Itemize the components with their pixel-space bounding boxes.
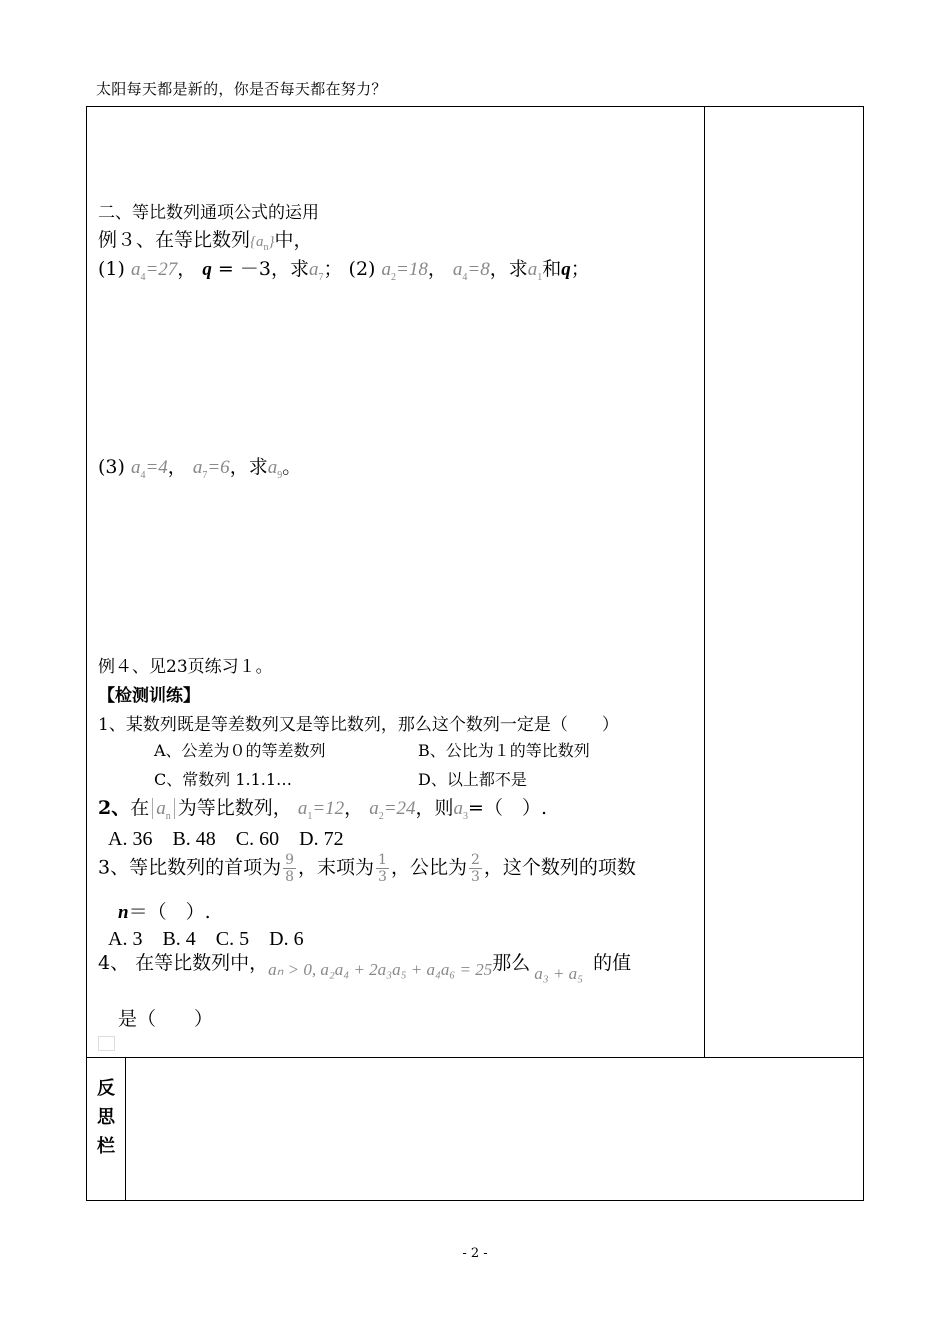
example4: 例４、见23页练习１。 <box>98 657 273 677</box>
q2-stem: 2、在 $a_n$ 为等比数列， $a_1=12$， $a_2=24$，则$a_3=$（ ）. <box>98 797 548 822</box>
page-number: - 2 - <box>462 1246 488 1261</box>
fraction-ratio: $\frac{2}{3}$ <box>470 852 480 885</box>
q3-options: A. 3 B. 4 C. 5 D. 6 <box>108 928 304 950</box>
section-title: 二、等比数列通项公式的运用 <box>98 203 319 223</box>
q4-stem: 4、 在等比数列中，aₙ > 0, a₂a₄ + 2a₃a₅ + a₄a₆ = 25那么 a₃ + a₅ 的值 <box>98 952 632 983</box>
q1-option-b: B、公比为１的等比数列 <box>418 741 590 760</box>
example3-intro: 例３、在等比数列$\{a_n\}$中， <box>98 229 313 253</box>
q1-option-a: A、公差为０的等差数列 <box>154 741 326 760</box>
q3-n: n＝（ ）. <box>118 901 211 923</box>
reflection-label-3: 栏 <box>97 1136 115 1157</box>
reflection-label-1: 反 <box>97 1078 115 1099</box>
q1-option-d: D、以上都不是 <box>418 770 527 789</box>
q4-tail: 是（ ） <box>118 1008 214 1030</box>
q1-option-c: C、常数列 1.1.1… <box>154 770 293 789</box>
placeholder-box <box>98 1036 115 1051</box>
header-motto: 太阳每天都是新的，你是否每天都在努力？ <box>96 80 387 98</box>
q3-stem: 3、等比数列的首项为 $\frac{9}{8}$ ，末项为 $\frac{1}{3}$ ，公比为 $\frac{2}{3}$ ，这个数列的项数 <box>98 852 636 885</box>
reflection-label-2: 思 <box>97 1107 115 1128</box>
q2-options: A. 36 B. 48 C. 60 D. 72 <box>108 828 344 850</box>
fraction-first-term: $\frac{9}{8}$ <box>285 852 295 885</box>
example3-part3: (3) $a_4=4$， $a_7=6$，求$a_9$。 <box>98 456 302 481</box>
example3-part1-2: (1) $a_4=27$， q = －3，求$a_7$； (2) $a_2=18$， $a_4=8$，求$a_1$和q； <box>98 258 590 283</box>
fraction-last-term: $\frac{1}{3}$ <box>378 852 387 885</box>
q1-stem: 1、某数列既是等差数列又是等比数列，那么这个数列一定是（ ） <box>98 715 619 735</box>
test-heading: 【检测训练】 <box>98 686 200 706</box>
